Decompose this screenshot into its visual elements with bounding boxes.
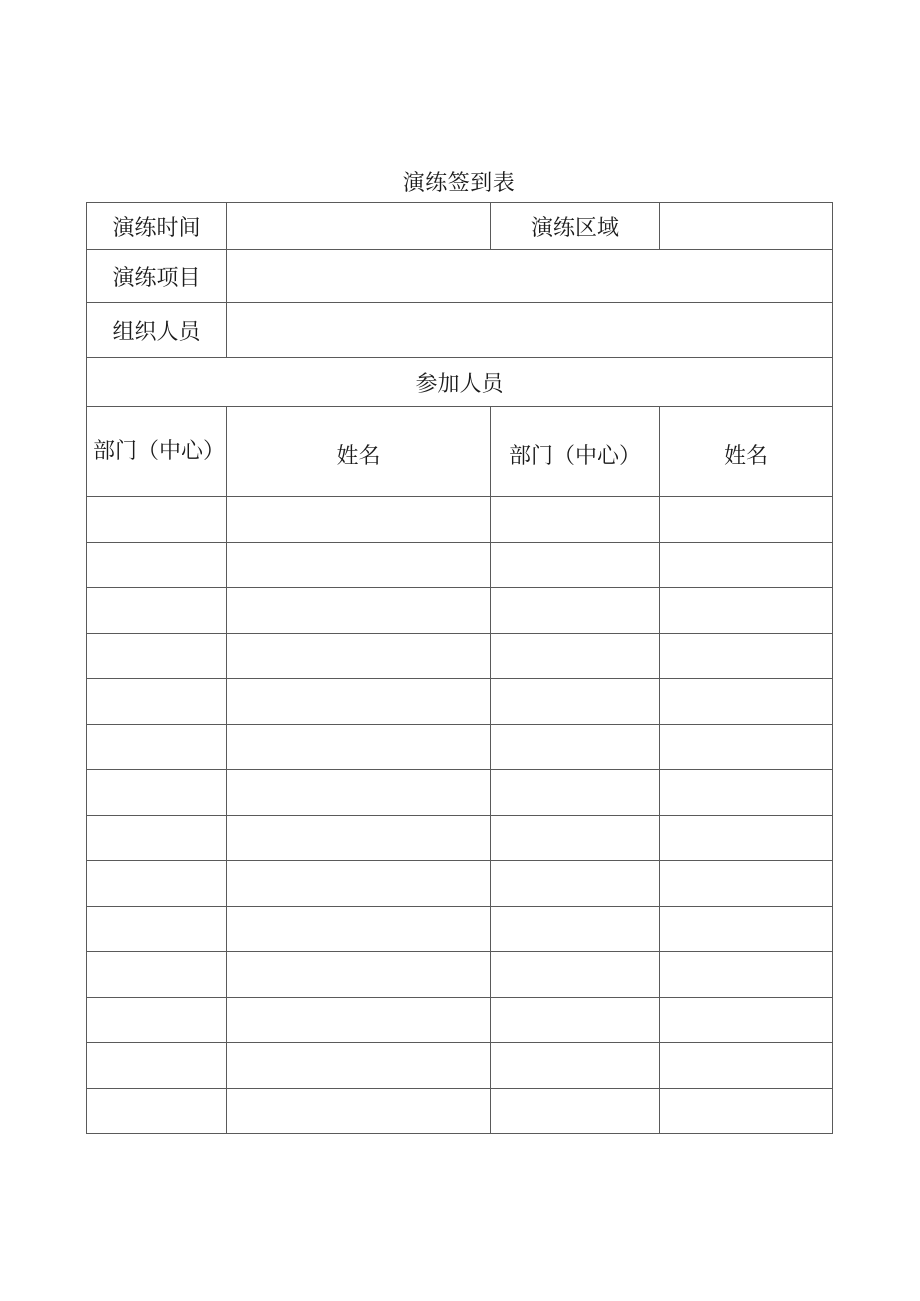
department-cell[interactable] <box>87 542 227 588</box>
department-cell[interactable] <box>87 679 227 725</box>
organizer-label: 组织人员 <box>87 303 227 358</box>
table-row <box>87 815 833 861</box>
table-row <box>87 1043 833 1089</box>
department-cell[interactable] <box>491 1088 660 1134</box>
column-header-name-2: 姓名 <box>660 407 833 497</box>
table-row <box>87 770 833 816</box>
column-header-department-1: 部门（中心） <box>87 407 227 497</box>
name-cell[interactable] <box>227 952 491 998</box>
table-row <box>87 724 833 770</box>
participants-section-title: 参加人员 <box>87 358 833 407</box>
name-cell[interactable] <box>660 1088 833 1134</box>
department-cell[interactable] <box>87 952 227 998</box>
name-cell[interactable] <box>227 497 491 543</box>
name-cell[interactable] <box>227 679 491 725</box>
name-cell[interactable] <box>660 497 833 543</box>
department-cell[interactable] <box>87 633 227 679</box>
table-row <box>87 497 833 543</box>
table-row <box>87 633 833 679</box>
name-cell[interactable] <box>227 1043 491 1089</box>
organizer-row <box>87 303 833 358</box>
department-cell[interactable] <box>87 724 227 770</box>
page-title: 演练签到表 <box>402 171 516 196</box>
drill-area-field[interactable] <box>660 203 833 250</box>
name-cell[interactable] <box>227 770 491 816</box>
department-cell[interactable] <box>87 1088 227 1134</box>
table-row <box>87 679 833 725</box>
table-row <box>87 906 833 952</box>
department-cell[interactable] <box>491 497 660 543</box>
department-cell[interactable] <box>491 815 660 861</box>
name-cell[interactable] <box>227 997 491 1043</box>
department-cell[interactable] <box>87 997 227 1043</box>
department-cell[interactable] <box>491 770 660 816</box>
table-row <box>87 861 833 907</box>
department-cell[interactable] <box>491 906 660 952</box>
name-cell[interactable] <box>660 633 833 679</box>
signin-table <box>86 202 833 1134</box>
name-cell[interactable] <box>660 861 833 907</box>
name-cell[interactable] <box>660 906 833 952</box>
name-cell[interactable] <box>227 588 491 634</box>
department-cell[interactable] <box>87 1043 227 1089</box>
name-cell[interactable] <box>660 679 833 725</box>
name-cell[interactable] <box>227 724 491 770</box>
table-row <box>87 952 833 998</box>
column-header-name-1: 姓名 <box>227 407 491 497</box>
name-cell[interactable] <box>227 633 491 679</box>
drill-time-label: 演练时间 <box>87 203 227 250</box>
name-cell[interactable] <box>660 952 833 998</box>
department-cell[interactable] <box>87 861 227 907</box>
department-cell[interactable] <box>491 952 660 998</box>
name-cell[interactable] <box>660 997 833 1043</box>
department-cell[interactable] <box>491 861 660 907</box>
drill-area-label: 演练区域 <box>491 203 660 250</box>
column-header-department-2: 部门（中心） <box>491 407 660 497</box>
table-row <box>87 588 833 634</box>
name-cell[interactable] <box>660 770 833 816</box>
table-row <box>87 997 833 1043</box>
name-cell[interactable] <box>227 906 491 952</box>
drill-time-row <box>87 203 833 250</box>
table-row <box>87 542 833 588</box>
department-cell[interactable] <box>87 815 227 861</box>
name-cell[interactable] <box>660 588 833 634</box>
department-cell[interactable] <box>87 770 227 816</box>
department-cell[interactable] <box>87 497 227 543</box>
department-cell[interactable] <box>491 679 660 725</box>
drill-time-field[interactable] <box>227 203 491 250</box>
name-cell[interactable] <box>227 861 491 907</box>
department-cell[interactable] <box>87 906 227 952</box>
department-cell[interactable] <box>491 724 660 770</box>
name-cell[interactable] <box>660 724 833 770</box>
name-cell[interactable] <box>660 1043 833 1089</box>
name-cell[interactable] <box>227 542 491 588</box>
table-row <box>87 1088 833 1134</box>
drill-item-label: 演练项目 <box>87 250 227 303</box>
drill-item-row <box>87 250 833 303</box>
name-cell[interactable] <box>227 1088 491 1134</box>
department-cell[interactable] <box>491 542 660 588</box>
department-cell[interactable] <box>491 1043 660 1089</box>
name-cell[interactable] <box>660 542 833 588</box>
department-cell[interactable] <box>491 588 660 634</box>
name-cell[interactable] <box>227 815 491 861</box>
name-cell[interactable] <box>660 815 833 861</box>
department-cell[interactable] <box>491 997 660 1043</box>
participants-section-row <box>87 358 833 407</box>
participants-header-row <box>87 407 833 497</box>
drill-item-field[interactable] <box>227 250 833 303</box>
organizer-field[interactable] <box>227 303 833 358</box>
department-cell[interactable] <box>491 633 660 679</box>
department-cell[interactable] <box>87 588 227 634</box>
